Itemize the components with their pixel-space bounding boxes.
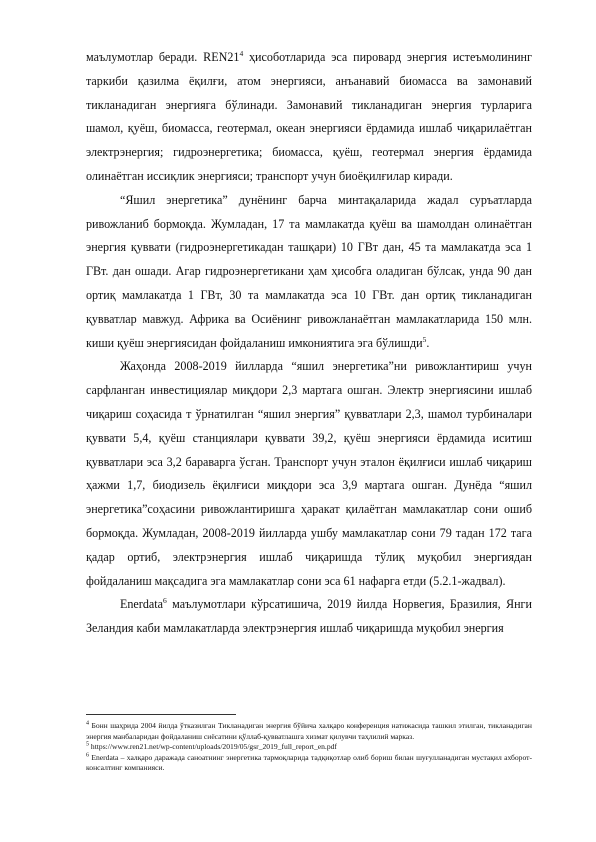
paragraph-2: “Яшил энергетика” дунёнинг барча минтақаларида жадал суръатларда ривожланиб бормоқда. Жумладан, 17 та мамлакатда қуёш ва шамолдан олинаётган энергия қуввати (гидроэнергетикадан ташқари) 10 ГВт дан, 45 та мамлакатда эса 1 ГВт. дан ошади. Агар гидроэнергетикани ҳам ҳисобга оладиган бўлсак, унда 90 дан ортиқ мамлакатда 1 ГВт, 30 та мамлакатда эса 10 ГВт. дан ортиқ тикланадиган қувватлар мавжуд. Африка ва Осиёнинг ривожланаётган мамлакатларида 150 млн. киши қуёш энергиясидан фойдаланиш имкониятига эга бўлишди$^5$. bbox=[86, 192, 532, 350]
footnote-6: $^6$ Enerdata – халқаро даражада саноатнинг энергетика тармоқларида тадқиқотлар олиб бориш билан шуғулланадиган мустақил ахборот-консалтинг компанияси. bbox=[86, 751, 532, 772]
footnote-ref-4[interactable]: 4 bbox=[239, 48, 244, 58]
paragraph-4: Enerdata$^6$ маълумотлари кўрсатишича, 2019 йилда Норвегия, Бразилия, Янги Зеландия каби мамлакатларда электрэнергия ишлаб чиқаришда муқобил энергия bbox=[86, 596, 532, 636]
body-text bbox=[86, 46, 532, 641]
footnote-ref-5[interactable]: 5 bbox=[422, 334, 427, 344]
paragraph-3: Жаҳонда 2008-2019 йилларда “яшил энергетика”ни ривожлантириш учун сарфланган инвестициялар миқдори 2,3 мартага ошган. Электр энергиясини ишлаб чиқариш соҳасида т ўрнатилган “яшил энергия” қувватлари 2,3, шамол турбиналари қуввати 5,4, қуёш станциялари қуввати 39,2, қуёш энергияси ёрдамида иситиш қувватлари эса 3,2 бараварга ўсган. Транспорт учун эталон ёқилғиси ишлаб чиқариш ҳажми 1,7, биодизель ёқилғиси миқдори эса 3,9 мартага ошган. Дунёда “яшил энергетика”соҳасини ривожлантиришга ҳаракат қилаётган мамлакатлар сони ошиб бормоқда. Жумладан, 2008-2019 йилларда ушбу мамлакатлар сони 79 тадан 172 тага қадар ортиб, электрэнергия ишлаб чиқаришда тўлиқ муқобил энергиядан фойдаланиш мақсадига эга мамлакатлар сони эса 61 нафарга етди (5.2.1-жадвал). bbox=[86, 359, 532, 588]
footnote-5-link[interactable]: https://www.ren21.net/wp-content/uploads/2019/05/gsr_2019_full_report_en.pdf bbox=[89, 742, 337, 751]
footnote-5: $^5$ https://www.ren21.net/wp-content/uploads/2019/05/gsr_2019_full_report_en.pdf bbox=[86, 741, 337, 751]
footnote-separator bbox=[86, 714, 236, 715]
footnote-ref-6[interactable]: 6 bbox=[162, 596, 167, 606]
footnotes bbox=[86, 714, 532, 774]
footnote-4: $^4$ Бонн шаҳрида 2004 йилда ўтказилган Тикланадиган энергия бўйича халқаро конференция натижасида ташкил этилган, тикланадиган энергия манбаларидан фойдаланиш сиёсатини қўллаб-қувватлашга хизмат қилувчи таҳлилий марказ. bbox=[86, 720, 532, 741]
paragraph-1: маълумотлар беради. $REN21^4$ ҳисоботларида эса пировард энергия истеъмолининг таркиби қазилма ёқилғи, атом энергияси, анъанавий биомасса ва замонавий тикланадиган энергияга бўлинади. Замонавий тикланадиган энергия турларига шамол, қуёш, биомасса, геотермал, океан энергияси ёрдамида ишлаб чиқарилаётган электрэнергия; гидроэнергетика; биомасса, қуёш, геотермал энергия ёрдамида олинаётган иссиқлик энергияси; транспорт учун биоёқилғилар киради. bbox=[86, 48, 532, 183]
